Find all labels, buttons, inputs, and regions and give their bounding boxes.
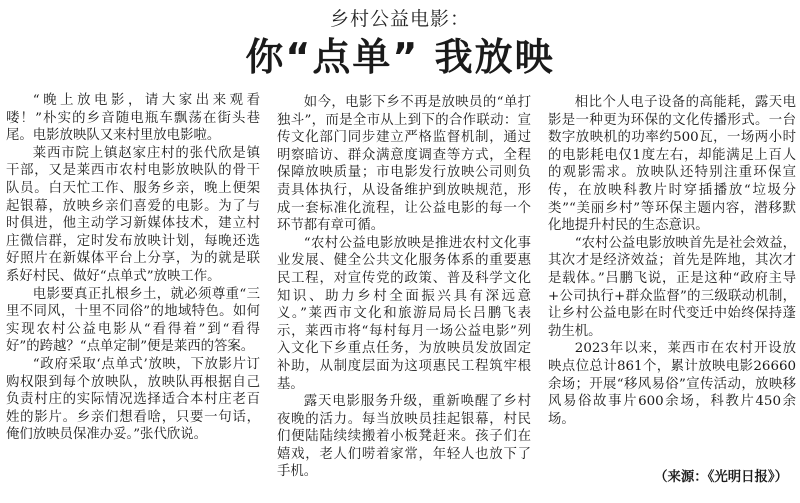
article-column-3 [548,94,796,428]
article-column-2 [277,94,531,481]
paragraph: 如今，电影下乡不再是放映员的“单打独斗”，而是全市从上到下的合作联动：宣传文化部门同步建立严格监督机制，通过明察暗访、群众满意度调查等方式，全程保障放映质量；市电影发行放映公司则负责具体执行，从设备维护到放映规范，形成一套标准化流程，让公益电影的每一个环节都有章可循。 [277,95,531,234]
article-headline: 你“点单” 我放映 [245,35,555,79]
paragraph: “农村公益电影放映是推进农村文化事业发展、健全公共文化服务体系的重要惠民工程，对宣传党的政策、普及科学文化知识、助力乡村全面振兴具有深远意义。”莱西市文化和旅游局局长吕鹏飞表示，莱西市将“每村每月一场公益电影”列入文化下乡重点任务，为放映员发放固定补助，从制度层面为这项惠民工程筑牢根基。 [277,235,531,392]
paragraph: “农村公益电影放映首先是社会效益，其次才是经济效益；首先是阵地，其次才是载体。”吕鹏飞说，正是这种“政府主导+公司执行+群众监督”的三级联动机制，让乡村公益电影在时代变迁中始终保持蓬勃生机。 [548,235,796,339]
article-source: （来源：《光明日报》） [654,469,788,485]
paragraph: 相比个人电子设备的高能耗，露天电影是一种更为环保的文化传播形式。一台数字放映机的功率约500瓦，一场两小时的电影耗电仅1度左右，却能满足上百人的观影需求。放映队还特别注重环保宣传，在放映科教片时穿插播放“垃圾分类”“美丽乡村”等环保主题内容，潜移默化地提升村民的生态意识。 [548,95,796,234]
paragraph: 露天电影服务升级，重新唤醒了乡村夜晚的活力。每当放映员挂起银幕，村民们便陆陆续续搬着小板凳赶来。孩子们在嬉戏，老人们唠着家常，年轻人也放下了手机。 [277,394,531,480]
article-column-1 [6,92,260,444]
paragraph: “晚上放电影，请大家出来观看喽！”朴实的乡音随电瓶车飘荡在街头巷尾。电影放映队又来村里放电影啦。 [6,93,260,144]
paragraph: “政府采取‘点单式’放映，下放影片订购权限到每个放映队，放映队再根据自己负责村庄的实际情况选择适合本村庄老百姓的影片。乡亲们想看啥，只要一句话，俺们放映员保准办妥。”张代欣说。 [6,356,260,443]
paragraph: 2023年以来，莱西市在农村开设放映点位总计861个，累计放映电影26660余场；开展“移风易俗”宣传活动，放映移风易俗故事片600余场，科教片450余场。 [548,341,796,427]
article-kicker: 乡村公益电影： [329,8,470,30]
paragraph: 电影要真正扎根乡土，就必须尊重“三里不同风，十里不同俗”的地域特色。如何实现农村公益电影从“看得着”到“看得好”的跨越？“点单定制”便是莱西的答案。 [6,286,260,355]
paragraph: 莱西市院上镇赵家庄村的张代欣是镇干部，又是莱西市农村电影放映队的骨干队员。白天忙工作、服务乡亲，晚上便架起银幕，放映乡亲们喜爱的电影。为了与时俱进，他主动学习新媒体技术，建立村庄微信群，定时发布放映计划，每晚还选好照片在新媒体平台上分享，为的就是联系好村民、做好“点单式”放映工作。 [6,145,260,284]
